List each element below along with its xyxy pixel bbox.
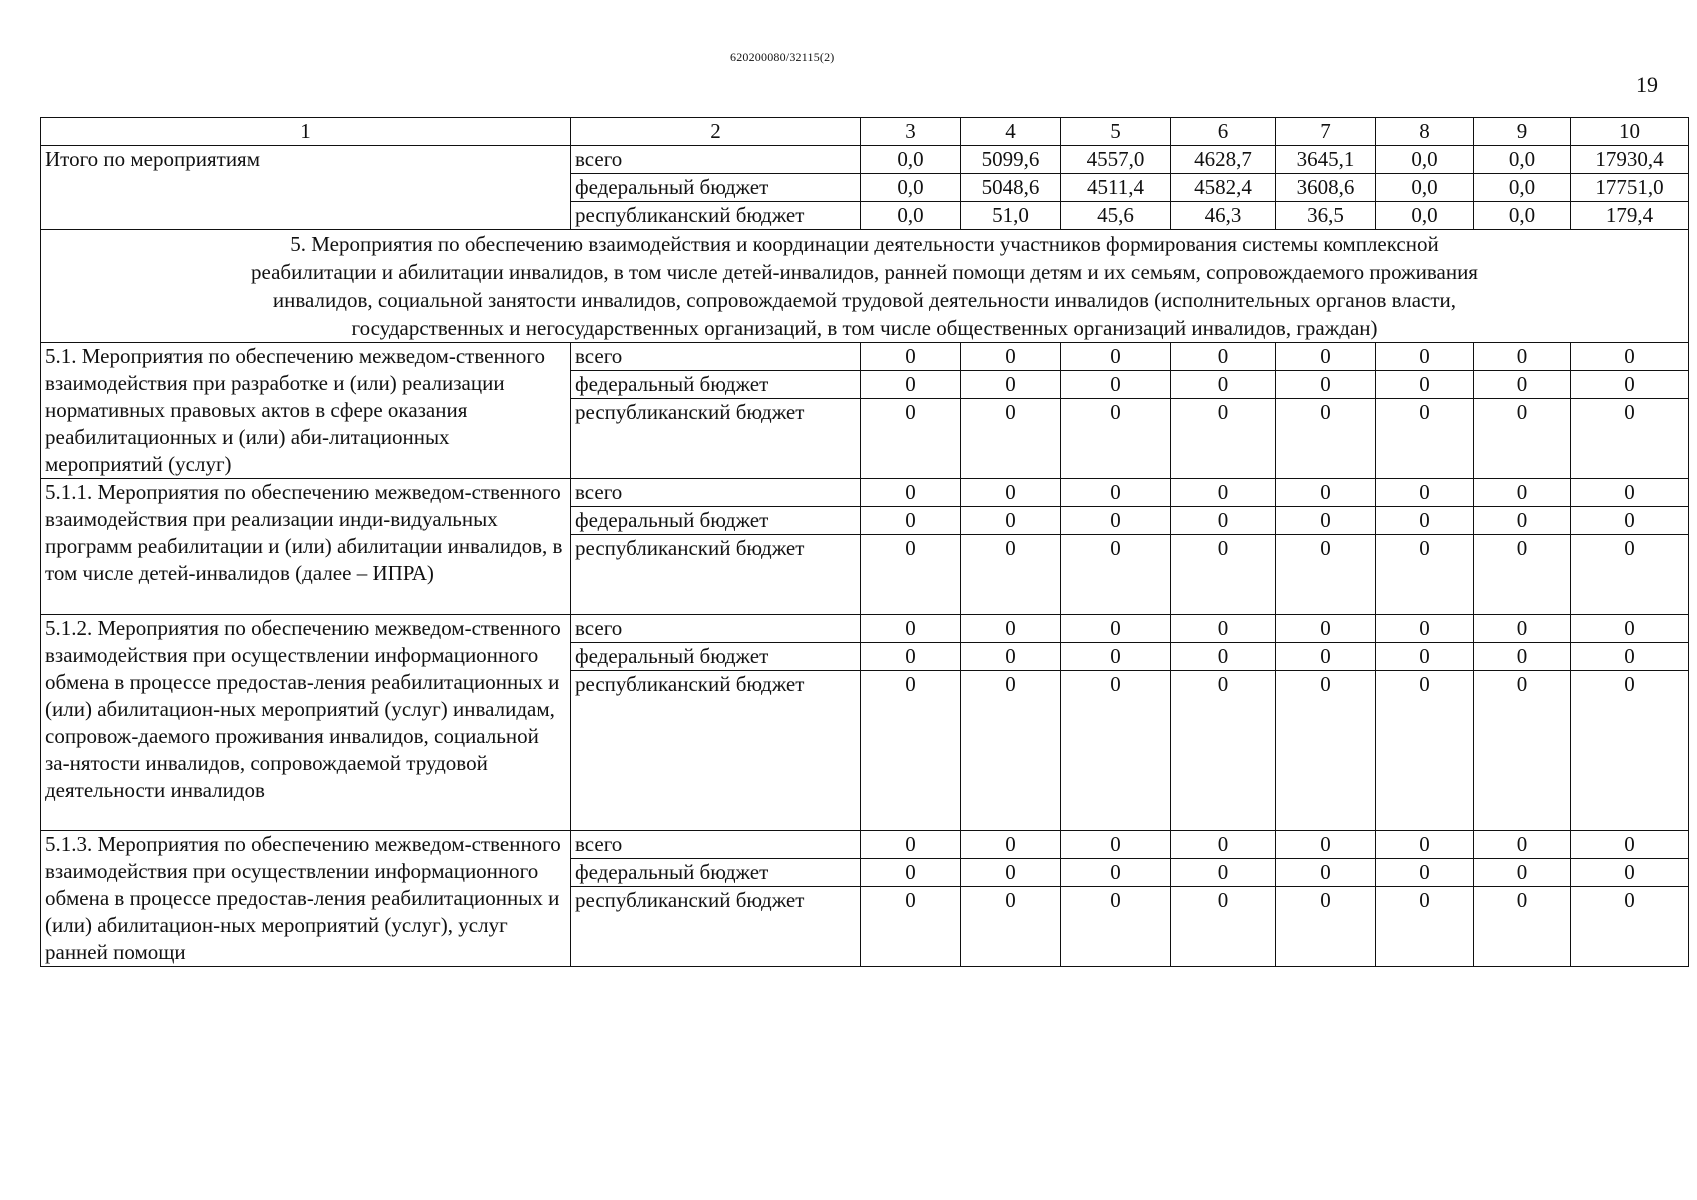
amount-cell: 0 xyxy=(1376,535,1474,615)
amount-cell: 0,0 xyxy=(861,202,961,230)
column-number: 4 xyxy=(961,118,1061,146)
amount-cell: 0 xyxy=(1474,887,1571,967)
amount-cell: 0 xyxy=(1171,859,1276,887)
amount-cell: 0 xyxy=(961,831,1061,859)
amount-cell: 0 xyxy=(1276,399,1376,479)
column-number: 2 xyxy=(571,118,861,146)
amount-cell: 0 xyxy=(1571,535,1689,615)
funding-source: всего xyxy=(571,831,861,859)
amount-cell: 0 xyxy=(961,859,1061,887)
amount-cell: 3608,6 xyxy=(1276,174,1376,202)
amount-cell: 5099,6 xyxy=(961,146,1061,174)
amount-cell: 0 xyxy=(1376,859,1474,887)
funding-source: республиканский бюджет xyxy=(571,535,861,615)
funding-source: республиканский бюджет xyxy=(571,887,861,967)
amount-cell: 0 xyxy=(1571,371,1689,399)
amount-cell: 0 xyxy=(1474,507,1571,535)
column-number: 1 xyxy=(41,118,571,146)
amount-cell: 0 xyxy=(961,371,1061,399)
funding-source: республиканский бюджет xyxy=(571,399,861,479)
amount-cell: 0 xyxy=(961,643,1061,671)
amount-cell: 0,0 xyxy=(1376,146,1474,174)
funding-source: федеральный бюджет xyxy=(571,859,861,887)
funding-source: всего xyxy=(571,343,861,371)
amount-cell: 0 xyxy=(861,507,961,535)
amount-cell: 0 xyxy=(1571,887,1689,967)
amount-cell: 0 xyxy=(1276,643,1376,671)
amount-cell: 0 xyxy=(1376,371,1474,399)
amount-cell: 0 xyxy=(1276,507,1376,535)
amount-cell: 0 xyxy=(1171,535,1276,615)
amount-cell: 0 xyxy=(1571,507,1689,535)
amount-cell: 0 xyxy=(1376,343,1474,371)
amount-cell: 0 xyxy=(1474,615,1571,643)
funding-source: всего xyxy=(571,146,861,174)
amount-cell: 4511,4 xyxy=(1061,174,1171,202)
amount-cell: 0 xyxy=(1276,371,1376,399)
item-label: 5.1.2. Мероприятия по обеспечению межведом-ственного взаимодействия при осуществлении информационного обмена в процессе предостав-ления реабилитационных и (или) абилитацион-ных мероприятий (услуг) инвалидам, сопровож-даемого проживания инвалидов, социальной за-нятости инвалидов, сопровождаемой трудовой деятельности инвалидов xyxy=(41,615,571,831)
amount-cell: 0 xyxy=(961,507,1061,535)
amount-cell: 0 xyxy=(1171,479,1276,507)
page-number: 19 xyxy=(1636,72,1658,97)
amount-cell: 51,0 xyxy=(961,202,1061,230)
amount-cell: 0 xyxy=(1474,535,1571,615)
amount-cell: 0 xyxy=(1171,887,1276,967)
amount-cell: 0 xyxy=(1171,399,1276,479)
amount-cell: 45,6 xyxy=(1061,202,1171,230)
amount-cell: 0 xyxy=(861,831,961,859)
amount-cell: 0,0 xyxy=(1376,174,1474,202)
funding-source: республиканский бюджет xyxy=(571,202,861,230)
amount-cell: 0 xyxy=(1061,399,1171,479)
amount-cell: 0 xyxy=(861,535,961,615)
table-body xyxy=(41,118,1689,967)
amount-cell: 0 xyxy=(1276,343,1376,371)
amount-cell: 46,3 xyxy=(1171,202,1276,230)
amount-cell: 0,0 xyxy=(1376,202,1474,230)
column-number: 7 xyxy=(1276,118,1376,146)
budget-table xyxy=(40,117,1689,967)
amount-cell: 0 xyxy=(961,671,1061,831)
amount-cell: 3645,1 xyxy=(1276,146,1376,174)
amount-cell: 0 xyxy=(1474,479,1571,507)
amount-cell: 0 xyxy=(861,643,961,671)
amount-cell: 0 xyxy=(1376,615,1474,643)
item-label: 5.1.3. Мероприятия по обеспечению межведом-ственного взаимодействия при осуществлении информационного обмена в процессе предостав-ления реабилитационных и (или) абилитацион-ных мероприятий (услуг), услуг ранней помощи xyxy=(41,831,571,967)
funding-source: федеральный бюджет xyxy=(571,174,861,202)
amount-cell: 0 xyxy=(1276,479,1376,507)
amount-cell: 0,0 xyxy=(1474,174,1571,202)
amount-cell: 0 xyxy=(961,887,1061,967)
amount-cell: 0 xyxy=(1474,859,1571,887)
amount-cell: 4557,0 xyxy=(1061,146,1171,174)
item-row xyxy=(41,615,1689,643)
amount-cell: 0 xyxy=(1171,343,1276,371)
amount-cell: 5048,6 xyxy=(961,174,1061,202)
document-code: 620200080/32115(2) xyxy=(730,50,835,64)
amount-cell: 0 xyxy=(1061,887,1171,967)
amount-cell: 0 xyxy=(861,479,961,507)
section-row xyxy=(41,230,1689,343)
amount-cell: 0,0 xyxy=(1474,202,1571,230)
column-number-row xyxy=(41,118,1689,146)
amount-cell: 0 xyxy=(1376,831,1474,859)
amount-cell: 0 xyxy=(1474,831,1571,859)
amount-cell: 4582,4 xyxy=(1171,174,1276,202)
column-number: 5 xyxy=(1061,118,1171,146)
column-number: 6 xyxy=(1171,118,1276,146)
amount-cell: 0 xyxy=(1171,371,1276,399)
amount-cell: 0 xyxy=(1276,859,1376,887)
amount-cell: 0 xyxy=(1376,887,1474,967)
amount-cell: 0 xyxy=(861,887,961,967)
amount-cell: 17751,0 xyxy=(1571,174,1689,202)
amount-cell: 0 xyxy=(1061,615,1171,643)
item-label: 5.1.1. Мероприятия по обеспечению межведом-ственного взаимодействия при реализации инди-видуальных программ реабилитации и (или) абилитации инвалидов, в том числе детей-инвалидов (далее – ИПРА) xyxy=(41,479,571,615)
amount-cell: 0 xyxy=(1571,343,1689,371)
amount-cell: 0 xyxy=(1171,643,1276,671)
amount-cell: 0 xyxy=(1474,343,1571,371)
amount-cell: 0 xyxy=(1276,887,1376,967)
amount-cell: 36,5 xyxy=(1276,202,1376,230)
amount-cell: 0 xyxy=(1276,615,1376,643)
amount-cell: 0,0 xyxy=(1474,146,1571,174)
amount-cell: 0 xyxy=(861,615,961,643)
amount-cell: 0 xyxy=(1571,399,1689,479)
funding-source: всего xyxy=(571,615,861,643)
amount-cell: 0 xyxy=(1276,535,1376,615)
amount-cell: 0 xyxy=(961,343,1061,371)
amount-cell: 0 xyxy=(1474,643,1571,671)
funding-source: всего xyxy=(571,479,861,507)
amount-cell: 0 xyxy=(1571,671,1689,831)
amount-cell: 0 xyxy=(1061,671,1171,831)
amount-cell: 0 xyxy=(861,371,961,399)
amount-cell: 0 xyxy=(1376,671,1474,831)
amount-cell: 0 xyxy=(1171,671,1276,831)
funding-source: республиканский бюджет xyxy=(571,671,861,831)
amount-cell: 0 xyxy=(1276,671,1376,831)
amount-cell: 0 xyxy=(861,343,961,371)
amount-cell: 0 xyxy=(1061,371,1171,399)
amount-cell: 0 xyxy=(961,399,1061,479)
funding-source: федеральный бюджет xyxy=(571,643,861,671)
amount-cell: 0 xyxy=(1376,479,1474,507)
column-number: 3 xyxy=(861,118,961,146)
amount-cell: 17930,4 xyxy=(1571,146,1689,174)
amount-cell: 0 xyxy=(1474,371,1571,399)
amount-cell: 0 xyxy=(1571,479,1689,507)
amount-cell: 0 xyxy=(1061,507,1171,535)
item-row xyxy=(41,479,1689,507)
amount-cell: 0 xyxy=(1474,671,1571,831)
amount-cell: 0 xyxy=(1171,507,1276,535)
amount-cell: 0 xyxy=(1061,343,1171,371)
totals-row xyxy=(41,146,1689,174)
column-number: 9 xyxy=(1474,118,1571,146)
amount-cell: 0 xyxy=(961,535,1061,615)
amount-cell: 0 xyxy=(1376,507,1474,535)
amount-cell: 0,0 xyxy=(861,174,961,202)
item-row xyxy=(41,831,1689,859)
amount-cell: 0 xyxy=(961,479,1061,507)
amount-cell: 0 xyxy=(1376,399,1474,479)
amount-cell: 0 xyxy=(861,859,961,887)
amount-cell: 0 xyxy=(1061,831,1171,859)
amount-cell: 0 xyxy=(1061,479,1171,507)
amount-cell: 0 xyxy=(1474,399,1571,479)
amount-cell: 0 xyxy=(1061,643,1171,671)
amount-cell: 0,0 xyxy=(861,146,961,174)
item-row xyxy=(41,343,1689,371)
item-label: 5.1. Мероприятия по обеспечению межведом-ственного взаимодействия при разработке и (или) реализации нормативных правовых актов в сфере оказания реабилитационных и (или) аби-литационных мероприятий (услуг) xyxy=(41,343,571,479)
amount-cell: 0 xyxy=(1171,831,1276,859)
amount-cell: 0 xyxy=(861,399,961,479)
amount-cell: 179,4 xyxy=(1571,202,1689,230)
amount-cell: 0 xyxy=(1571,831,1689,859)
amount-cell: 0 xyxy=(1571,643,1689,671)
column-number: 10 xyxy=(1571,118,1689,146)
funding-source: федеральный бюджет xyxy=(571,371,861,399)
column-number: 8 xyxy=(1376,118,1474,146)
amount-cell: 0 xyxy=(1171,615,1276,643)
section-title: 5. Мероприятия по обеспечению взаимодействия и координации деятельности участников формирования системы комплексной реабилитации и абилитации инвалидов, в том числе детей-инвалидов, ранней помощи детям и их семьям, сопровождаемого проживания инвалидов, социальной занятости инвалидов, сопровождаемой трудовой деятельности инвалидов (исполнительных органов власти, государственных и негосударственных организаций, в том числе общественных организаций инвалидов, граждан) xyxy=(41,230,1689,343)
amount-cell: 0 xyxy=(1276,831,1376,859)
amount-cell: 0 xyxy=(1376,643,1474,671)
funding-source: федеральный бюджет xyxy=(571,507,861,535)
amount-cell: 0 xyxy=(1061,535,1171,615)
amount-cell: 0 xyxy=(1061,859,1171,887)
amount-cell: 0 xyxy=(861,671,961,831)
amount-cell: 0 xyxy=(1571,859,1689,887)
amount-cell: 4628,7 xyxy=(1171,146,1276,174)
amount-cell: 0 xyxy=(1571,615,1689,643)
amount-cell: 0 xyxy=(961,615,1061,643)
totals-label: Итого по мероприятиям xyxy=(41,146,571,230)
